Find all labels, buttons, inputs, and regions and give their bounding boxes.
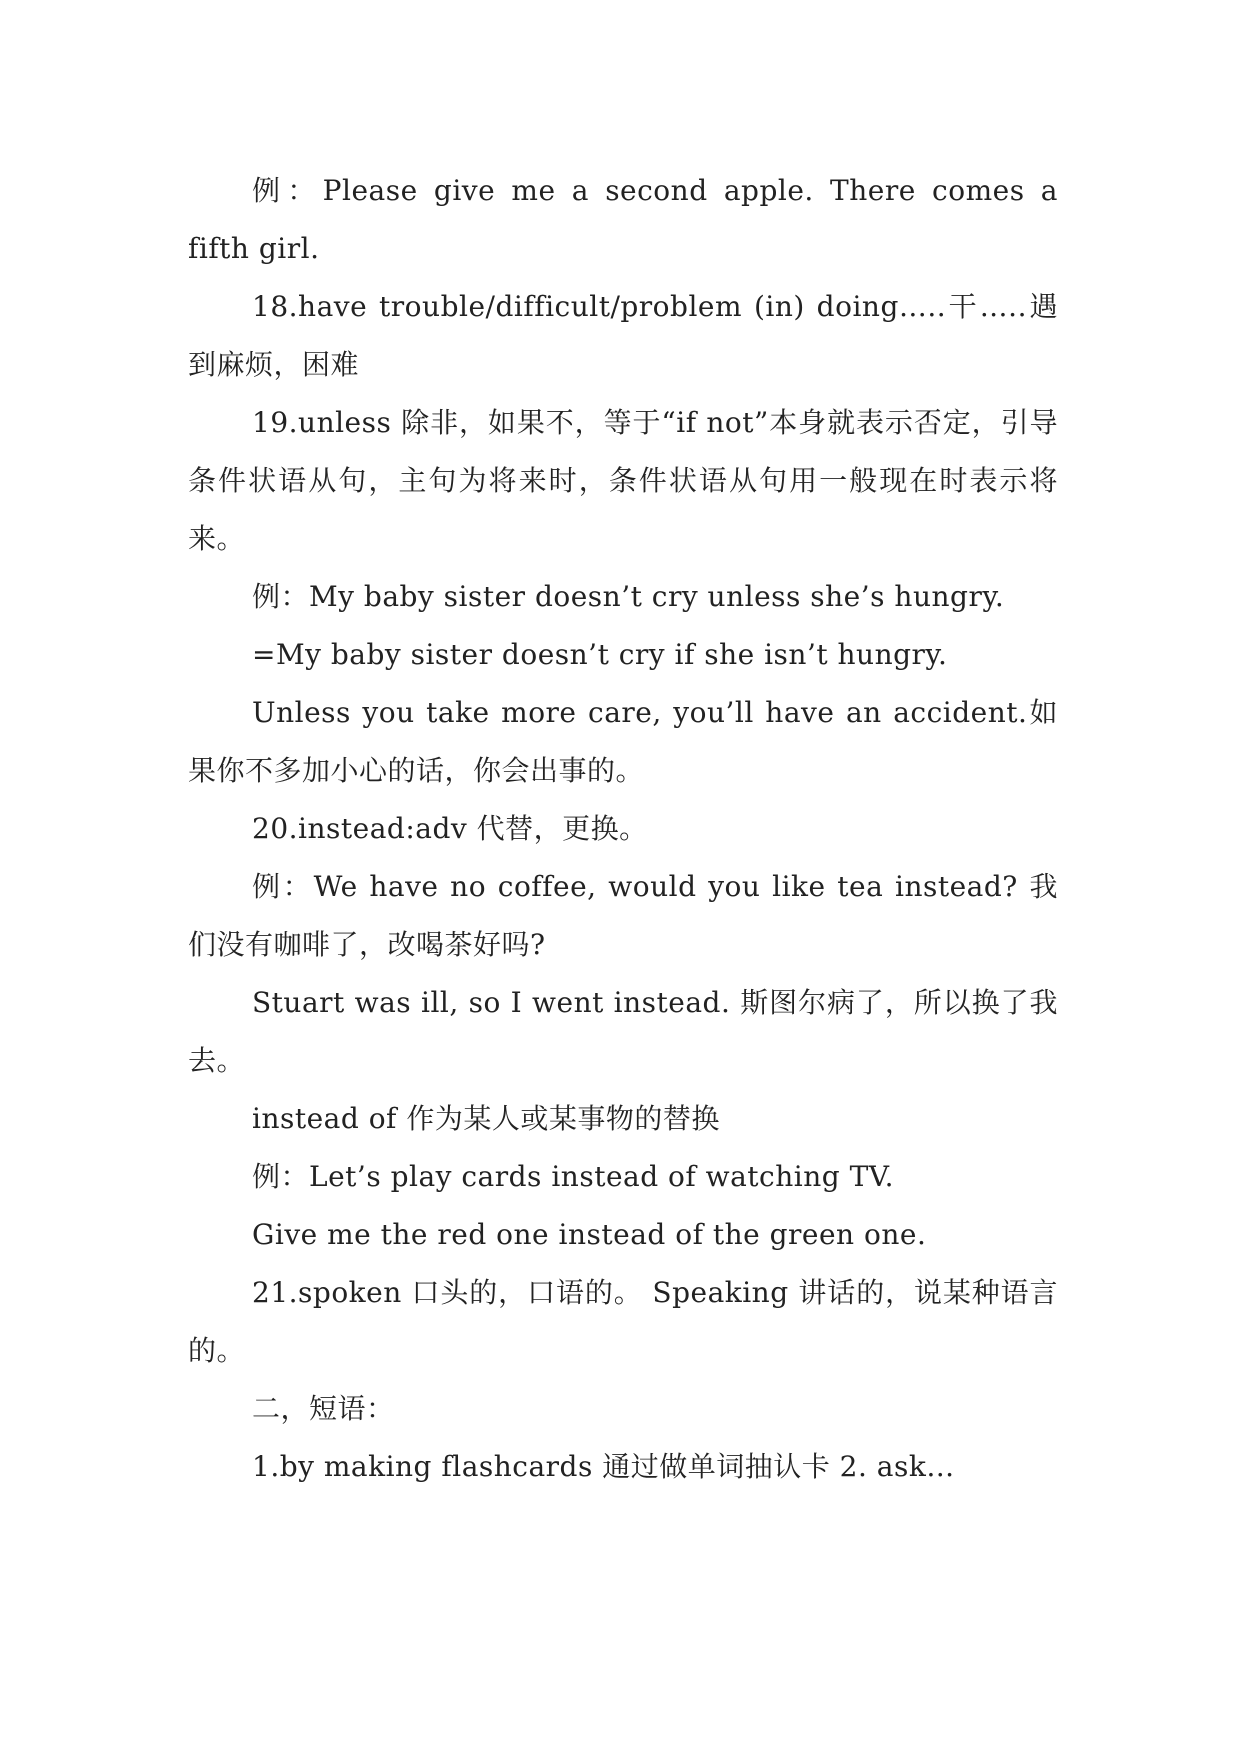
example-unless-equivalent: =My baby sister doesn’t cry if she isn’t hungry. [252, 638, 948, 671]
item-19-unless: 19.unless 除非，如果不，等于“if not”本身就表示否定，引导条件状语从句，主句为将来时，条件状语从句用一般现在时表示将来。 [188, 406, 1058, 555]
example-instead-1: 例：We have no coffee, would you like tea instead? 我们没有咖啡了，改喝茶好吗? [188, 870, 1058, 961]
example-instead-2: Stuart was ill, so I went instead. 斯图尔病了，所以换了我去。 [188, 986, 1058, 1077]
example-instead-of-1: 例：Let’s play cards instead of watching TV. [252, 1160, 894, 1193]
example-ordinal-numbers: 例：Please give me a second apple. There comes a fifth girl. [188, 174, 1058, 265]
section-heading-phrases: 二，短语： [252, 1392, 395, 1425]
item-18-have-trouble: 18.have trouble/difficult/problem (in) doing…..干…..遇到麻烦，困难 [188, 290, 1058, 381]
instead-of-definition: instead of 作为某人或某事物的替换 [252, 1102, 720, 1135]
item-21-spoken: 21.spoken 口头的，口语的。 Speaking 讲话的，说某种语言的。 [188, 1276, 1058, 1367]
document-page [188, 162, 1058, 1496]
item-20-instead: 20.instead:adv 代替，更换。 [252, 812, 648, 845]
phrase-list-start: 1.by making flashcards 通过做单词抽认卡 2. ask… [252, 1450, 955, 1483]
example-unless-2: Unless you take more care, you’ll have an accident.如果你不多加小心的话，你会出事的。 [188, 696, 1058, 787]
example-unless-1: 例：My baby sister doesn’t cry unless she’s hungry. [252, 580, 1005, 613]
example-instead-of-2: Give me the red one instead of the green one. [252, 1218, 927, 1251]
